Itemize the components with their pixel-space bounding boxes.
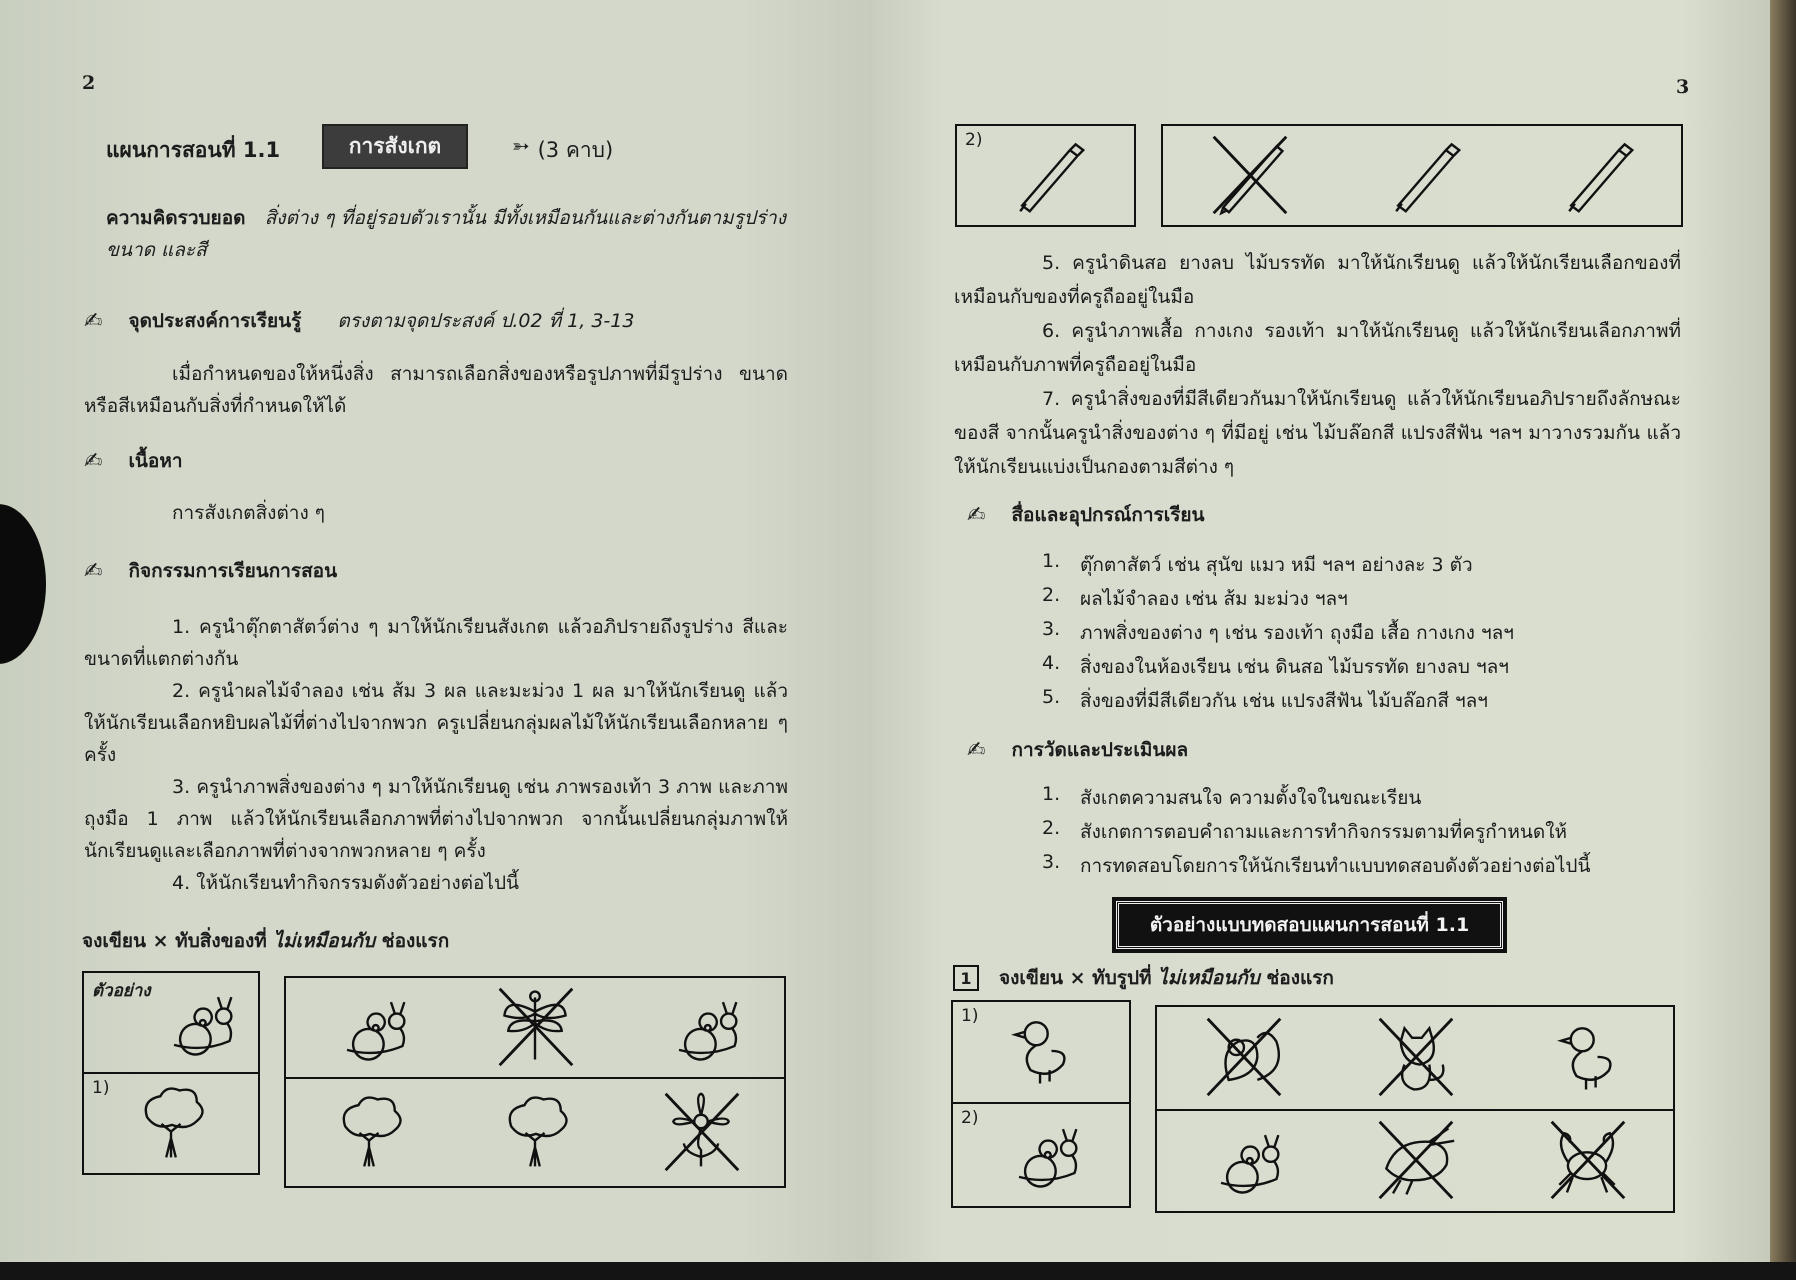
media-item: 3. ภาพสิ่งของต่าง ๆ เช่น รองเท้า ถุงมือ เสื้อ กางเกง ฯลฯ xyxy=(1042,618,1514,644)
example-choices xyxy=(286,978,784,1079)
objective-text: เมื่อกำหนดของให้หนึ่งสิ่ง สามารถเลือกสิ่งของหรือรูปภาพที่มีรูปร่าง ขนาดหรือสีเหมือนกับสิ่งที่กำหนดให้ได้ xyxy=(84,363,788,417)
concept-text: สิ่งต่าง ๆ ที่อยู่รอบตัวเรานั้น มีทั้งเหมือนกันและต่างกันตามรูปร่าง ขนาด และสี xyxy=(106,207,786,261)
periods xyxy=(512,134,613,167)
activity-item: 3. ครูนำภาพสิ่งของต่าง ๆ มาให้นักเรียนดู เช่น ภาพรองเท้า 3 ภาพ และภาพถุงมือ 1 ภาพ แล้วให้นักเรียนเลือกภาพที่ต่างไปจากพวก จากนั้นเปลี่ยนกลุ่มภาพให้นักเรียนดูและเลือกภาพที่ต่างจากพวกหลาย ๆ ครั้ง xyxy=(84,776,788,862)
row-label: 2) xyxy=(965,130,983,150)
duckling-icon xyxy=(996,1078,1086,1097)
example-cell xyxy=(84,973,258,1074)
snail-icon xyxy=(151,1049,241,1068)
evaluation-list xyxy=(1042,783,1590,885)
q-row-2-choices xyxy=(1157,1111,1673,1211)
evaluation-item: 1. สังเกตความสนใจ ความตั้งใจในขณะเรียน xyxy=(1042,783,1422,809)
concept-label: ความคิดรวบยอด xyxy=(106,207,246,229)
example-label: ตัวอย่าง xyxy=(92,981,151,1001)
tree-icon xyxy=(324,1088,414,1178)
snail-icon xyxy=(656,983,746,1073)
evaluation-heading xyxy=(967,735,1188,765)
duckling-icon xyxy=(1542,1013,1632,1103)
writing-hand-icon: ✍ xyxy=(967,737,986,763)
media-item: 1. ตุ๊กตาสัตว์ เช่น สุนัข แมว หมี ฯลฯ อย่างละ 3 ตัว xyxy=(1042,550,1473,576)
activity-item: 1. ครูนำตุ๊กตาสัตว์ต่าง ๆ มาให้นักเรียนสังเกต แล้วอภิปรายถึงรูปร่าง สีและขนาดที่แตกต่างกัน xyxy=(84,616,788,670)
background-strip xyxy=(0,1262,1796,1280)
writing-hand-icon: ✍ xyxy=(967,502,986,528)
snail-icon xyxy=(324,983,414,1073)
shrimp-icon-crossed xyxy=(1370,1116,1460,1206)
pen-icon xyxy=(1550,131,1640,221)
heading-text: จุดประสงค์การเรียนรู้ xyxy=(128,310,302,332)
content-text: การสังเกตสิ่งต่าง ๆ xyxy=(172,502,325,524)
pen-given-cell xyxy=(955,124,1136,227)
snail-icon xyxy=(996,1181,1086,1200)
heading-text: การวัดและประเมินผล xyxy=(1011,739,1189,761)
tree-icon xyxy=(126,1150,216,1169)
heading-text: สื่อและอุปกรณ์การเรียน xyxy=(1011,504,1205,526)
instr-b: ช่องแรก xyxy=(381,930,450,952)
objective-ref: ตรงตามจุดประสงค์ ป.02 ที่ 1, 3-13 xyxy=(337,310,635,332)
activities-continued xyxy=(954,246,1681,484)
plan-label: แผนการสอนที่ 1.1 xyxy=(106,138,281,162)
activity-item: 2. ครูนำผลไม้จำลอง เช่น ส้ม 3 ผล และมะม่วง 1 ผล มาให้นักเรียนดู แล้วให้นักเรียนเลือกหยิบผลไม้ที่ต่างไปจากพวก ครูเปลี่ยนกลุ่มผลไม้ให้นักเรียนเลือกหลาย ๆ ครั้ง xyxy=(84,680,788,766)
objective-heading xyxy=(84,306,634,336)
thumb-tab-shadow xyxy=(0,504,46,664)
choices-column xyxy=(284,976,786,1188)
q-row-1-choices xyxy=(1157,1007,1673,1111)
test-banner: ตัวอย่างแบบทดสอบแผนการสอนที่ 1.1 xyxy=(1116,901,1503,949)
evaluation-item: 2. สังเกตการตอบคำถามและการทำกิจกรรมตามที่ครูกำหนดให้ xyxy=(1042,817,1568,843)
flower-icon-crossed xyxy=(656,1088,746,1178)
media-item: 4. สิ่งของในห้องเรียน เช่น ดินสอ ไม้บรรทัด ยางลบ ฯลฯ xyxy=(1042,652,1509,678)
row-1-given-cell xyxy=(84,1074,258,1173)
activity-item: 6. ครูนำภาพเสื้อ กางเกง รองเท้า มาให้นักเรียนดู แล้วให้นักเรียนเลือกภาพที่เหมือนกับภาพที่ครูถืออยู่ในมือ xyxy=(954,320,1681,376)
row-label: 1) xyxy=(92,1078,110,1098)
arrow-icon: ➳ xyxy=(512,134,530,158)
given-column xyxy=(82,971,260,1175)
cat-icon-crossed xyxy=(1370,1013,1460,1103)
instr-em: ไม่เหมือนกับ xyxy=(273,930,376,952)
activity-item: 4. ให้นักเรียนทำกิจกรรมดังตัวอย่างต่อไปนี้ xyxy=(172,872,520,894)
page-number: 2 xyxy=(82,72,96,94)
exercise-instruction xyxy=(82,926,449,956)
activity-item: 7. ครูนำสิ่งของที่มีสีเดียวกันมาให้นักเรียนดู แล้วให้นักเรียนอภิปรายถึงลักษณะของสี จากนั้นครูนำสิ่งของต่าง ๆ ที่มีอยู่ เช่น ไม้บล๊อกสี แปรงสีฟัน ฯลฯ มาวางรวมกัน แล้วให้นักเรียนแบ่งเป็นกองตามสีต่าง ๆ xyxy=(954,388,1681,478)
pen-icon xyxy=(1377,131,1467,221)
media-item: 2. ผลไม้จำลอง เช่น ส้ม มะม่วง ฯลฯ xyxy=(1042,584,1348,610)
pencil-icon-crossed xyxy=(1204,131,1294,221)
crab-icon-crossed xyxy=(1542,1116,1632,1206)
pen-choices xyxy=(1161,124,1683,227)
evaluation-item: 3. การทดสอบโดยการให้นักเรียนทำแบบทดสอบดังตัวอย่างต่อไปนี้ xyxy=(1042,851,1591,877)
dragonfly-icon-crossed xyxy=(490,983,580,1073)
question-choices-column xyxy=(1155,1005,1675,1213)
question-instruction: 1 จงเขียน × ทับรูปที่ ไม่เหมือนกับ ช่องแรก xyxy=(953,963,1334,993)
topic-box: การสังเกต xyxy=(322,124,468,169)
periods-text: (3 คาบ) xyxy=(537,138,614,162)
row-1-choices xyxy=(286,1079,784,1186)
page-number: 3 xyxy=(1676,76,1690,98)
book-edge xyxy=(1770,0,1796,1280)
right-page xyxy=(872,0,1772,1265)
instr-a: จงเขียน × ทับสิ่งของที่ xyxy=(82,930,267,952)
question-number: 1 xyxy=(953,965,979,991)
left-page xyxy=(0,0,872,1265)
heading-text: กิจกรรมการเรียนการสอน xyxy=(128,560,338,582)
concept xyxy=(106,202,786,266)
snail-icon xyxy=(1198,1116,1288,1206)
activities-heading xyxy=(84,556,337,586)
q-row-1-given: 1) xyxy=(953,1002,1129,1104)
content-heading xyxy=(84,446,183,476)
media-heading xyxy=(967,500,1205,530)
writing-hand-icon: ✍ xyxy=(84,448,103,474)
pen-icon xyxy=(1001,202,1091,221)
heading-text: เนื้อหา xyxy=(128,450,183,472)
media-item: 5. สิ่งของที่มีสีเดียวกัน เช่น แปรงสีฟัน ไม้บล๊อกสี ฯลฯ xyxy=(1042,686,1488,712)
media-list xyxy=(1042,550,1514,720)
writing-hand-icon: ✍ xyxy=(84,308,103,334)
question-given-column xyxy=(951,1000,1131,1208)
tree-icon xyxy=(490,1088,580,1178)
writing-hand-icon: ✍ xyxy=(84,558,103,584)
activity-item: 5. ครูนำดินสอ ยางลบ ไม้บรรทัด มาให้นักเรียนดู แล้วให้นักเรียนเลือกของที่เหมือนกับของที่ครูถืออยู่ในมือ xyxy=(954,252,1681,308)
q-row-2-given: 2) xyxy=(953,1104,1129,1206)
squirrel-icon-crossed xyxy=(1198,1013,1288,1103)
activities-list xyxy=(84,611,788,899)
